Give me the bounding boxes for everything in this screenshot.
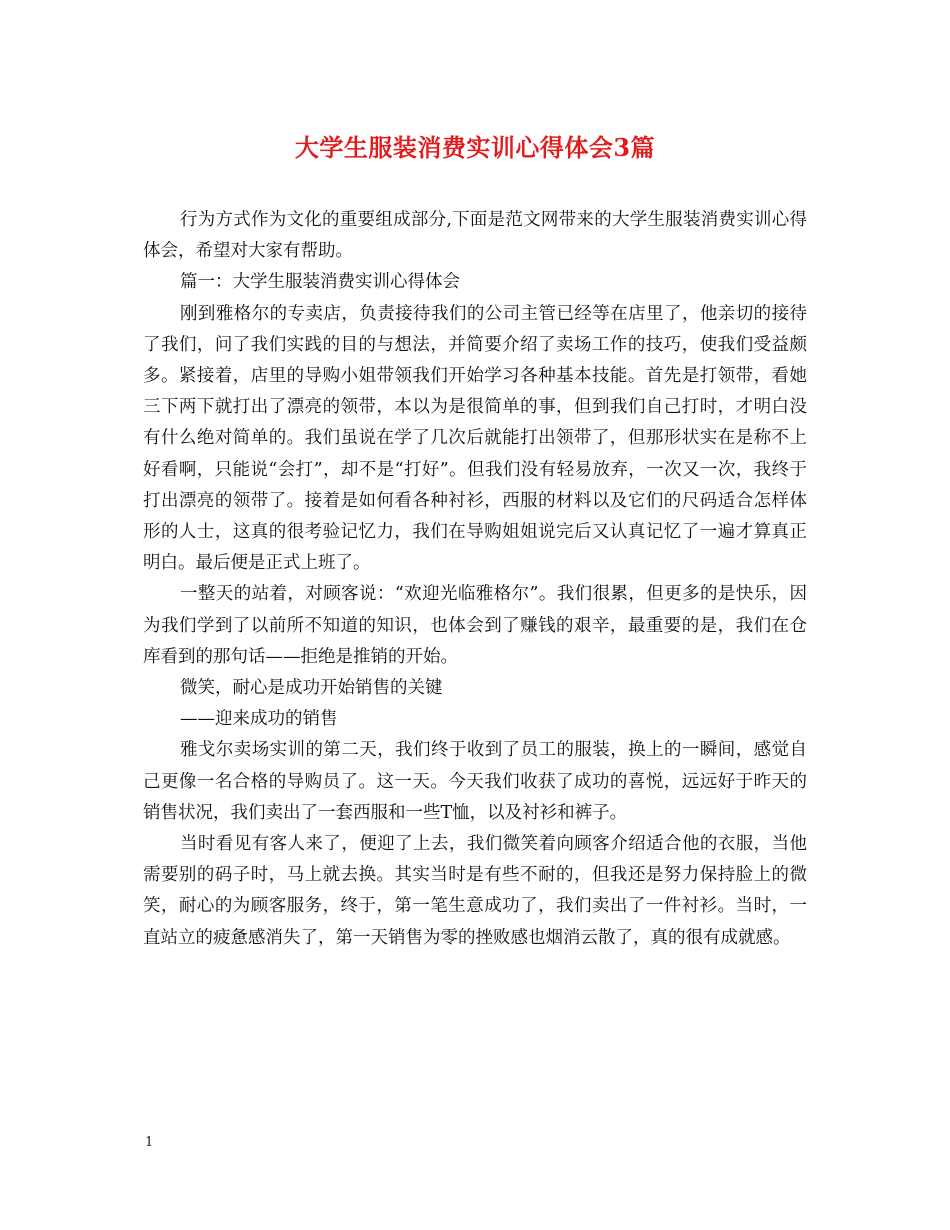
intro-paragraph: 行为方式作为文化的重要组成部分,下面是范文网带来的大学生服装消费实训心得体会，希望对大家有帮助。 xyxy=(143,210,807,262)
document-body xyxy=(143,205,807,954)
section-heading: 篇一：大学生服装消费实训心得体会 xyxy=(180,272,460,293)
subheading: 微笑，耐心是成功开始销售的关键 xyxy=(180,678,443,699)
body-paragraph: 一整天的站着，对顾客说：“欢迎光临雅格尔”。我们很累，但更多的是快乐，因为我们学到了以前所不知道的知识，也体会到了赚钱的艰辛，最重要的是，我们在仓库看到的那句话——拒绝是推销的开始。 xyxy=(143,584,807,667)
body-paragraph: 当时看见有客人来了，便迎了上去，我们微笑着向顾客介绍适合他的衣服，当他需要别的码子时，马上就去换。其实当时是有些不耐的，但我还是努力保持脸上的微笑，耐心的为顾客服务，终于，第一笔生意成功了，我们卖出了一件衬衫。当时，一直站立的疲惫感消失了，第一天销售为零的挫败感也烟消云散了，真的很有成就感。 xyxy=(143,834,807,948)
subheading: ——迎来成功的销售 xyxy=(180,709,338,730)
body-paragraph: 雅戈尔卖场实训的第二天，我们终于收到了员工的服装，换上的一瞬间，感觉自己更像一名合格的导购员了。这一天。今天我们收获了成功的喜悦，远远好于昨天的销售状况，我们卖出了一套西服和一些T恤，以及衬衫和裤子。 xyxy=(143,740,807,823)
body-paragraph: 刚到雅格尔的专卖店，负责接待我们的公司主管已经等在店里了，他亲切的接待了我们，问了我们实践的目的与想法，并简要介绍了卖场工作的技巧，使我们受益颇多。紧接着，店里的导购小姐带领我们开始学习各种基本技能。首先是打领带，看她三下两下就打出了漂亮的领带，本以为是很简单的事，但到我们自己打时，才明白没有什么绝对简单的。我们虽说在学了几次后就能打出领带了，但那形状实在是称不上好看啊，只能说“会打”，却不是“打好”。但我们没有轻易放弃，一次又一次，我终于打出漂亮的领带了。接着是如何看各种衬衫，西服的材料以及它们的尺码适合怎样体形的人士，这真的很考验记忆力，我们在导购姐姐说完后又认真记忆了一遍才算真正明白。最后便是正式上班了。 xyxy=(143,303,807,574)
document-title: 大学生服装消费实训心得体会3篇 xyxy=(294,133,656,162)
page-number: 1 xyxy=(145,1135,154,1150)
